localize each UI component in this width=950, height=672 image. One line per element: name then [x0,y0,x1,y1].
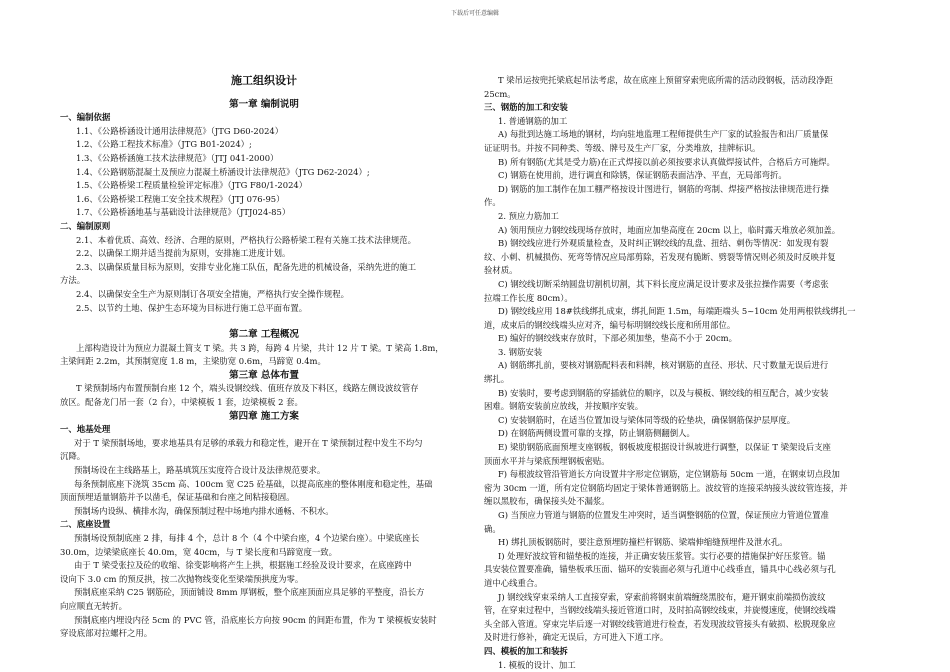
basis-item: 1.7、《公路桥涵地基与基础设计法律规范》（JTJ024-85） [76,207,291,218]
principle-item: 2.2、以确保工期并适当提前为原则，安排施工进度计划。 [76,248,291,259]
install-item: 困难。钢筋安装前应放线，并按顺序安装。 [484,401,644,412]
install-item: F) 每根波纹管沿管道长方向设置井字形定位钢筋，定位钢筋每 50cm 一道，在钢束切点段加 [498,469,840,480]
install-item: G) 当预应力管道与钢筋的位置发生冲突时，适当调整钢筋的位置，保证预应力管道位置准 [498,510,829,520]
pedestal-text: 设向下 3.0 cm 的预反拱，按二次抛物线变化至梁端预拱度为零。 [60,573,304,584]
rebar-item: A) 每批到达施工场地的钢材，均向驻地监理工程师提供生产厂家的试验报告和出厂质量保 [498,129,829,140]
install-item: E) 梁肋钢筋底面预埋支座钢板，钢板坡度根据设计纵坡进行调整，以保证 T 梁架设后支座 [498,442,831,453]
lifting-text: T 梁吊运按兜托梁底起吊法考虑，故在底座上预留穿索兜底所需的活动段钢板，活动段净距 [498,75,833,85]
install-item: 具安装位置要准确，锚垫板承压面、锚环的安装面必须与孔道中心线垂直，锚具中心线必须与孔 [484,564,836,575]
prestress-item: 验材质。 [484,265,518,276]
install-item: A) 钢筋绑扎前，要核对钢筋配料表和料牌，核对钢筋的直径、形状、尺寸数量无误后进行 [498,360,829,371]
subsection-heading: 1. 模板的设计、加工 [498,659,576,670]
prestress-item: 纹、小刺、机械损伤、死弯等情况应局部剪除，若发现有脆断、劈裂等情况则必须及时反映并复 [484,251,836,262]
subsection-heading: 1. 普通钢筋的加工 [498,115,568,126]
page-header: 下载后可任意编辑 [450,10,499,17]
section-pedestal-heading: 二、底座设置 [60,519,111,530]
layout-text: T 梁预制场内布置预制台座 12 个，端头设钢绞线、值班存放及下料区，线路左侧设波纹管存 [76,383,419,394]
pedestal-text: 预制场设预制底座 2 排，每排 4 个，总计 8 个（4 个中梁台座，4 个边梁台座）。中梁底座长 [74,533,420,543]
chapter-3-heading: 第三章 总体布置 [229,369,299,381]
left-column [60,74,468,641]
principle-item: 2.5、以节约土地、保护生态环境为目标进行施工总平面布置。 [76,302,308,313]
install-item: 密为 30cm 一道，所有定位钢筋均固定于梁体普通钢筋上。波纹管的连接采纳接头波纹管连接，并 [484,482,848,493]
subsection-heading: 3. 钢筋安装 [498,346,543,357]
prestress-item: B) 钢绞线应进行外观质量检查，及时纠正钢绞线的乱盘、扭结、刺伤等情况：如发现有裂 [498,238,829,249]
basis-item: 1.2、《公路工程技术标准》（JTG B01-2024）; [76,139,252,150]
foundation-text: 每条预制底座下浇筑 35cm 高、100cm 宽 C25 砼基础，以提高底座的整体刚度和稳定性，基础 [74,478,433,489]
principle-item: 2.1、本着优质、高效、经济、合理的原则，严格执行公路桥梁工程有关施工技术法律规范。 [76,234,416,245]
install-item: 绑扎。 [484,374,510,385]
install-item: 及时进行修补，确定无误后，方可进入下道工序。 [484,632,669,643]
basis-item: 1.1、《公路桥涵设计通用法律规范》（JTG D60-2024） [76,125,284,136]
prestress-item: C) 钢绞线切断采纳圆盘切割机切割，其下料长度应满足设计要求及张拉操作需要（考虑张 [498,278,829,289]
basis-item: 1.6、《公路桥梁工程施工安全技术规程》（JTJ 076-95） [76,193,285,204]
chapter-4-heading: 第四章 施工方案 [229,410,299,422]
pedestal-text: 穿设底部对拉螺杆之用。 [60,628,153,639]
install-item: 确。 [484,523,501,534]
install-item: 管，在穿束过程中，当钢绞线端头接近管道口时，及时拍高钢绞线束，并旋慢速度，使钢绞线端 [484,605,836,616]
overview-text: 主梁间距 2.2m，其预制宽度 1.8 m，主梁肋宽 0.6m，马蹄宽 0.4m。 [60,356,326,367]
section-foundation-heading: 一、地基处理 [60,424,111,435]
section-rebar-heading: 三、钢筋的加工和安装 [484,102,568,113]
principle-item: 2.4、以确保安全生产为原则制订各项安全措施，严格执行安全操作规程。 [76,288,349,299]
section-principles-heading: 二、编制原则 [60,220,111,231]
install-item: 缠以黑胶布，确保接头处不漏浆。 [484,496,610,507]
install-item: 道中心线重合。 [484,577,543,588]
principle-item-cont: 方法。 [60,275,86,286]
pedestal-text: 预制底座内埋设内径 5cm 的 PVC 管，沿底座长方向按 90cm 的间距布置，作为 T 梁模板安装时 [74,614,437,625]
layout-text: 放区。配备龙门吊一套（2 台），中梁模板 1 套，边梁模板 2 套。 [60,397,303,408]
rebar-item: C) 钢筋在使用前，进行调直和除锈，保证钢筋表面洁净、平直，无局部弯折。 [498,170,787,181]
install-item: B) 安装时，要考虑到钢筋的穿插就位的顺序，以及与模板、钢绞线的相互配合，减少安装 [498,387,829,398]
install-item: C) 安装钢筋时，在适当位置加设与梁体同等级的砼垫块，确保钢筋保护层厚度。 [498,414,796,425]
install-item: J) 钢绞线穿束采纳人工直接穿索，穿索前将钢束前端缠绕黑胶布，避开钢束前端损伤波纹 [498,591,826,602]
rebar-item: 作。 [484,197,501,208]
basis-item: 1.4、《公路钢筋混凝土及预应力混凝土桥涵设计法律规范》（JTG D62-2024）; [76,166,370,177]
section-basis-heading: 一、编制依据 [60,112,111,123]
prestress-item: 拉端工作长度 80cm）。 [484,292,573,303]
install-item: I) 处理好波纹管和锚垫板的连接，并正确安装压浆管。实行必要的措施保护好压浆管。锚 [498,550,826,561]
basis-item: 1.5、《公路桥梁工程质量检验评定标准》（JTG F80/1-2024） [76,180,308,191]
document-title: 施工组织设计 [231,74,297,87]
install-item: 顶面水平并与梁底预埋钢板密贴。 [484,455,610,466]
right-column [484,74,898,672]
install-item: D) 在钢筋两侧设置可靠的支撑，防止钢筋侧翻倒人。 [498,428,695,439]
subsection-heading: 2. 预应力筋加工 [498,210,559,221]
foundation-text: 预制场设在主线路基上，路基填筑压实度符合设计及法律规范要求。 [74,465,326,476]
chapter-2-heading: 第二章 工程概况 [229,329,299,341]
foundation-text: 顶面预埋适量钢筋并予以凿毛，保证基础和台座之间粘接稳固。 [60,492,295,503]
pedestal-text: 由于 T 梁受张拉及砼的收缩、徐变影响将产生上拱，根据施工经验及设计要求，在底座跨中 [74,560,412,571]
prestress-item: 道，成束后的钢绞线端头应对齐，编号标明钢绞线长度和所用部位。 [484,319,736,330]
pedestal-text: 30.0m，边梁梁底座长 40.0m，宽 40cm，与 T 梁长度和马蹄宽度一致。 [60,546,337,557]
foundation-text: 沉降。 [60,451,86,462]
pedestal-text: 预制底座采纳 C25 钢筋砼，顶面铺设 8mm 厚钢板，整个底座顶面应具足够的平整度，沿长方 [74,587,425,598]
foundation-text: 预制场内设纵、横排水沟，确保预制过程中场地内排水通畅、不积水。 [74,505,334,516]
lifting-text: 25cm。 [484,88,516,99]
prestress-item: E) 编好的钢绞线束存放时，下部必须加垫，垫高不小于 20cm。 [498,333,737,344]
pedestal-text: 向应顺直无转折。 [60,600,127,611]
basis-item: 1.3、《公路桥涵施工技术法律规范》（JTJ 041-2000） [76,152,279,163]
prestress-item: A) 领用预应力钢绞线现场存放时，地面应加垫高度在 20cm 以上，临时露天堆放必须加盖。 [498,224,841,235]
rebar-item: 证证明书。并按不同种类、等级、牌号及生产厂家，分类堆放，挂牌标识。 [484,142,761,153]
chapter-1-heading: 第一章 编制说明 [229,98,299,110]
rebar-item: D) 钢筋的加工制作在加工棚严格按设计图进行，钢筋的弯制、焊接严格按法律规范进行操 [498,183,829,194]
section-formwork-heading: 四、模板的加工和装拆 [484,645,568,656]
prestress-item: D) 钢绞线应用 18#铁线绑扎成束，绑扎间距 1.5m，每端距端头 5~10cm 处用两根铁线绑扎一 [498,306,856,317]
principle-item: 2.3、以确保质量目标为原则，安排专业化施工队伍，配备先进的机械设备，采纳先进的施工 [76,261,416,272]
rebar-item: B) 所有钢筋(尤其是受力筋)在正式焊接以前必须按要求认真做焊接试件，合格后方可施焊。 [498,156,835,167]
install-item: 头全部入管道。穿束完毕后逐一对钢绞线管道进行检查，若发现波纹管接头有破损、松脱现象应 [484,618,836,629]
foundation-text: 对于 T 梁预制场地，要求地基具有足够的承载力和稳定性，避开在 T 梁预制过程中发生不均匀 [74,437,423,448]
overview-text: 上部构造设计为预应力混凝土简支 T 梁。共 3 跨，每跨 4 片梁，共计 12 片 T 梁。T 梁高 1.8m， [76,342,444,353]
install-item: H) 绑扎顶板钢筋时，要注意预埋防撞栏杆钢筋、梁端伸缩缝预埋件及泄水孔。 [498,537,788,548]
